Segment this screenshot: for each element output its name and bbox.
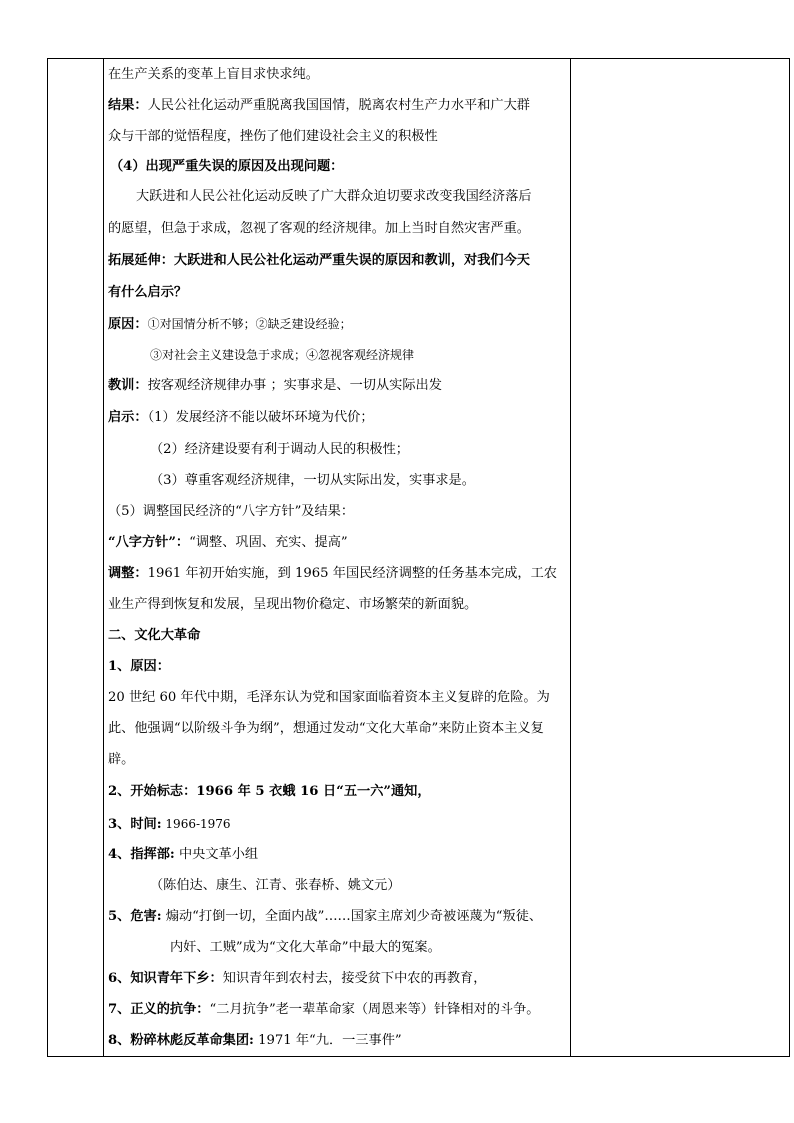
text-line: 6、知识青年下乡：知识青年到农村去，接受贫下中农的再教育， [108, 971, 487, 986]
text-line: 7、正义的抗争：“二月抗争”老一辈革命家（周恩来等）针锋相对的斗争。 [108, 1002, 540, 1017]
text-line: 内奸、工贼”成为“文化大革命”中最大的冤案。 [170, 940, 441, 955]
text-line: 拓展延伸：大跃进和人民公社化运动严重失误的原因和教训，对我们今天 [108, 253, 530, 268]
text-line: 大跃进和人民公社化运动反映了广大群众迫切要求改变我国经济落后 [136, 189, 532, 204]
text-line: 原因：①对国情分析不够；②缺乏建设经验； [108, 317, 352, 332]
text-line: 的愿望，但急于求成，忽视了客观的经济规律。加上当时自然灾害严重。 [108, 221, 530, 236]
text-line: 辟。 [108, 752, 135, 767]
text-line: 启示：（1）发展经济不能以破坏环境为代价； [108, 410, 374, 425]
text-line: 调整：1961 年初开始实施，到 1965 年国民经济调整的任务基本完成，工农 [108, 566, 557, 581]
text-line: 20 世纪 60 年代中期，毛泽东认为党和国家面临着资本主义复辟的危险。为 [108, 690, 550, 705]
text-line: 4、指挥部: 中央文革小组 [108, 847, 259, 862]
text-line: “八字方针”：“调整、巩固、充实、提高” [108, 535, 348, 550]
text-line: 5、危害: 煽动“打倒一切，全面内战”……国家主席刘少奇被诬蔑为“叛徒、 [108, 909, 543, 924]
text-line: 在生产关系的变革上盲目求快求纯。 [108, 67, 319, 82]
section-heading: （5）调整国民经济的“八字方针”及结果： [108, 504, 355, 519]
text-line: （2）经济建设要有利于调动人民的积极性； [150, 442, 409, 457]
table-column-divider-left [103, 59, 104, 1056]
table-column-divider-right [570, 59, 571, 1056]
text-line: 业生产得到恢复和发展，呈现出物价稳定、市场繁荣的新面貌。 [108, 597, 478, 612]
section-heading: 二、文化大革命 [108, 628, 201, 643]
text-line: 教训：按客观经济规律办事 ；实事求是、一切从实际出发 [108, 378, 442, 393]
text-line: ③对社会主义建设急于求成；④忽视客观经济规律 [150, 348, 415, 362]
text-line: 8、粉碎林彪反革命集团: 1971 年“九．一三事件” [108, 1033, 402, 1048]
section-heading: （4）出现严重失误的原因及出现问题： [110, 159, 344, 174]
text-line: （陈伯达、康生、江青、张春桥、姚文元） [150, 878, 401, 893]
text-line: 2、开始标志：1966 年 5 衣蛾 16 日“五一六”通知， [108, 784, 431, 799]
text-line: 结果：人民公社化运动严重脱离我国国情，脱离农村生产力水平和广大群 [108, 98, 530, 113]
text-line: 此、他强调“以阶级斗争为纲”，想通过发动“文化大革命”来防止资本主义复 [108, 721, 544, 736]
text-line: 1、原因： [108, 659, 170, 674]
text-line: （3）尊重客观经济规律，一切从实际出发，实事求是。 [150, 473, 475, 488]
text-line: 有什么启示？ [108, 285, 188, 300]
text-line: 众与干部的觉悟程度，挫伤了他们建设社会主义的积极性 [108, 129, 438, 144]
text-line: 3、时间: 1966-1976 [108, 817, 231, 832]
